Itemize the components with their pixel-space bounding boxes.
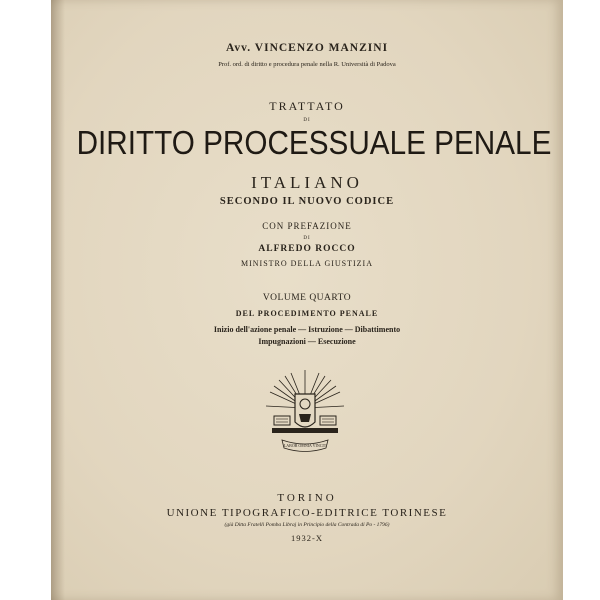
- preface-author: ALFREDO ROCCO: [258, 244, 356, 254]
- connector-di-2: DI: [303, 236, 311, 241]
- author-affiliation: Prof. ord. di diritto e procedura penale nella R. Università di Padova: [218, 61, 396, 68]
- author-name: Avv. VINCENZO MANZINI: [225, 42, 389, 54]
- subtitle: ITALIANO: [251, 173, 363, 192]
- contents-line-1: Inizio dell'azione penale — Istruzione — Dibattimento: [213, 325, 401, 334]
- series-title: TRATTATO: [269, 99, 345, 113]
- preface-author-role: MINISTRO DELLA GIUSTIZIA: [241, 259, 373, 268]
- volume-subject: DEL PROCEDIMENTO PENALE: [235, 309, 379, 318]
- code-line: SECONDO IL NUOVO CODICE: [219, 196, 395, 207]
- publisher-emblem-icon: [264, 368, 346, 452]
- emblem-motto: LABOR OMNIA VINCIT: [283, 443, 327, 448]
- title-page: [51, 0, 563, 600]
- publication-city: TORINO: [277, 492, 337, 504]
- connector-di: DI: [303, 118, 311, 123]
- main-title: DIRITTO PROCESSUALE PENALE: [76, 124, 552, 161]
- contents-line-2: Impugnazioni — Esecuzione: [258, 337, 356, 346]
- publisher-name: UNIONE TIPOGRAFICO-EDITRICE TORINESE: [166, 507, 448, 519]
- volume-number: VOLUME QUARTO: [262, 293, 352, 303]
- preface-label: CON PREFAZIONE: [262, 221, 352, 231]
- publisher-address: (già Ditta Fratelli Pomba Libraj in Principio della Contrada di Po - 1796): [224, 522, 390, 528]
- publication-year: 1932-X: [291, 533, 323, 543]
